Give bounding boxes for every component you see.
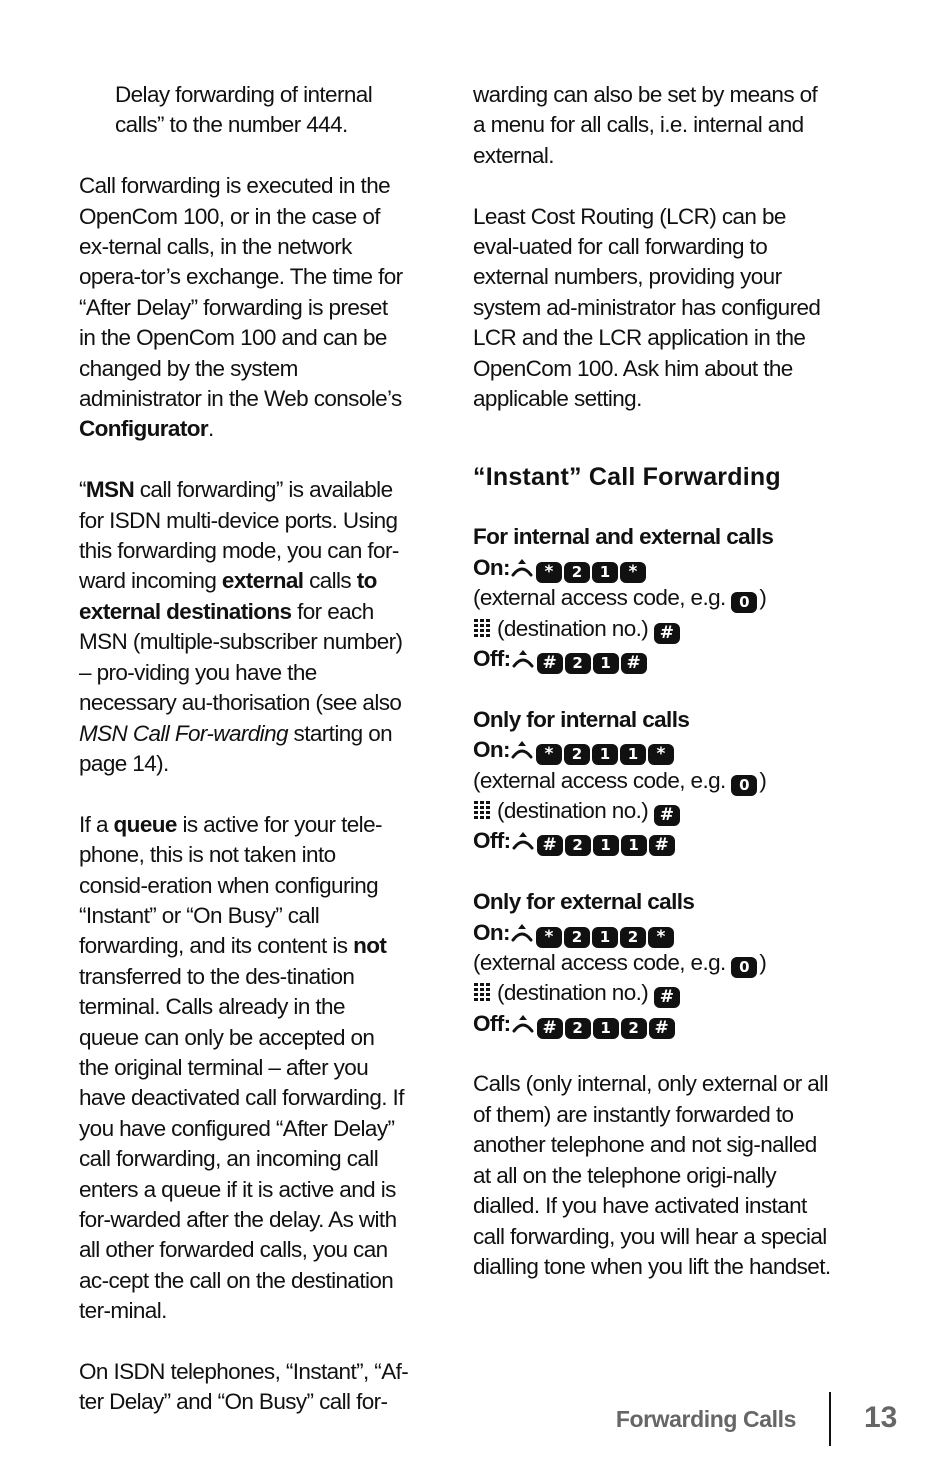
access-code-text: (external access code, e.g.	[473, 767, 732, 793]
instruction-section	[473, 522, 833, 674]
digit-key-2: 2	[565, 653, 591, 674]
destination-text: (destination no.)	[497, 980, 649, 1006]
keypad-icon	[473, 800, 491, 820]
digit-key-0: 0	[731, 775, 757, 796]
right-column	[473, 80, 833, 1313]
on-sequence	[473, 918, 833, 948]
destination-line	[473, 796, 833, 826]
off-label: Off:	[473, 828, 511, 854]
paragraph-instant-explanation: Calls (only internal, only external or all of them) are instantly forwarded to another telephone and not sig-nalled at all on the telephone origi-nally dialled. If you have activated instant call forwarding, you will hear a special dialling tone when you lift the handset.	[473, 1071, 831, 1279]
destination-text: (destination no.)	[497, 797, 649, 823]
handset-lift-icon	[511, 647, 535, 669]
handset-lift-icon	[510, 738, 534, 760]
instruction-section	[473, 887, 833, 1039]
paragraph-lcr: Least Cost Routing (LCR) can be eval-uated for call forwarding to external numbers, providing your system ad-ministrator has configured LCR and the LCR application in the OpenCom 100. Ask him about the applicable setting.	[473, 203, 821, 412]
access-code-close: )	[759, 585, 767, 611]
access-code-close: )	[759, 949, 767, 975]
digit-key-0: 0	[731, 957, 757, 978]
instruction-sections	[473, 522, 833, 1039]
digit-key-2: 2	[564, 744, 590, 765]
hash-key: #	[649, 1018, 675, 1039]
digit-key-1: 1	[593, 835, 619, 856]
digit-key-2: 2	[565, 1018, 591, 1039]
digit-key-2: 2	[564, 927, 590, 948]
access-code-close: )	[759, 767, 767, 793]
off-sequence	[473, 1009, 833, 1039]
keypad-icon	[473, 982, 491, 1002]
digit-key-1: 1	[592, 562, 618, 583]
digit-key-1: 1	[593, 653, 619, 674]
destination-line	[473, 614, 833, 644]
handset-lift-icon	[511, 1012, 535, 1034]
hash-key: #	[537, 1018, 563, 1039]
access-code-text: (external access code, e.g.	[473, 585, 732, 611]
off-label: Off:	[473, 1010, 511, 1036]
off-sequence	[473, 826, 833, 856]
hash-key: #	[621, 653, 647, 674]
digit-key-2: 2	[621, 1018, 647, 1039]
section-title-text: Only for internal calls	[473, 706, 690, 732]
paragraph-queue: If a queue is active for your tele-phone, this is not taken into consid-eration when configuring “Instant” or “On Busy” call forwarding, and its content is not transferred to the des-tination terminal. Calls already in the queue can only be accepted on the original terminal – after you have deactivated call forwarding. If you have configured “After Delay” call forwarding, an incoming call enters a queue if it is active and is for-warded after the delay. As with all other forwarded calls, you can ac-cept the call on the destination ter-minal.	[79, 811, 404, 1324]
star-key: *	[536, 744, 562, 765]
star-key: *	[620, 562, 646, 583]
hash-key: #	[649, 835, 675, 856]
section-title	[473, 705, 833, 735]
hash-key: #	[654, 987, 680, 1008]
star-key: *	[536, 562, 562, 583]
hash-key: #	[654, 805, 680, 826]
digit-key-2: 2	[564, 562, 590, 583]
destination-line	[473, 978, 833, 1008]
on-label: On:	[473, 919, 510, 945]
paragraph-msn-forwarding: “MSN call forwarding” is available for ISDN multi-device ports. Using this forwarding mode, you can for-ward incoming external calls to external destinations for each MSN (multiple-subscriber number) – pro-viding you have the necessary au-thorisation (see also MSN Call For-warding starting on page 14).	[79, 477, 403, 776]
section-title-text: For internal and external calls	[473, 524, 774, 550]
section-title	[473, 522, 833, 552]
section-title-text: Only for external calls	[473, 889, 695, 915]
off-sequence	[473, 644, 833, 674]
access-code-text: (external access code, e.g.	[473, 949, 732, 975]
footer-divider	[829, 1392, 831, 1446]
access-code-line	[473, 948, 833, 978]
hash-key: #	[537, 653, 563, 674]
star-key: *	[648, 927, 674, 948]
footer-chapter-title: Forwarding Calls	[615, 1406, 796, 1432]
digit-key-2: 2	[565, 835, 591, 856]
digit-key-0: 0	[731, 592, 757, 613]
hash-key: #	[537, 835, 563, 856]
instruction-section	[473, 705, 833, 857]
section-title	[473, 887, 833, 917]
digit-key-2: 2	[620, 927, 646, 948]
digit-key-1: 1	[592, 744, 618, 765]
handset-lift-icon	[510, 556, 534, 578]
page-number: 13	[864, 1401, 898, 1434]
on-label: On:	[473, 737, 510, 763]
left-column	[79, 80, 409, 1448]
off-label: Off:	[473, 646, 511, 672]
section-heading: “Instant” Call Forwarding	[473, 463, 781, 492]
paragraph-menu-forwarding: warding can also be set by means of a menu for all calls, i.e. internal and external.	[473, 82, 818, 168]
handset-lift-icon	[510, 921, 534, 943]
access-code-line	[473, 583, 833, 613]
digit-key-1: 1	[593, 1018, 619, 1039]
access-code-line	[473, 766, 833, 796]
digit-key-1: 1	[621, 835, 647, 856]
star-key: *	[648, 744, 674, 765]
on-sequence	[473, 553, 833, 583]
hash-key: #	[654, 623, 680, 644]
destination-text: (destination no.)	[497, 615, 649, 641]
on-label: On:	[473, 554, 510, 580]
paragraph-delay-forwarding: Delay forwarding of internal calls” to the number 444.	[115, 82, 373, 138]
star-key: *	[536, 927, 562, 948]
handset-lift-icon	[511, 829, 535, 851]
paragraph-isdn-telephones: On ISDN telephones, “Instant”, “Af-ter Delay” and “On Busy” call for-	[79, 1359, 409, 1415]
keypad-icon	[473, 618, 491, 638]
digit-key-1: 1	[620, 744, 646, 765]
digit-key-1: 1	[592, 927, 618, 948]
paragraph-call-forwarding-executed: Call forwarding is executed in the OpenCom 100, or in the case of ex-ternal calls, in the network opera-tor’s exchange. The time for “After Delay” forwarding is preset in the OpenCom 100 and can be changed by the system administrator in the Web console’s Configurator.	[79, 173, 403, 442]
on-sequence	[473, 735, 833, 765]
